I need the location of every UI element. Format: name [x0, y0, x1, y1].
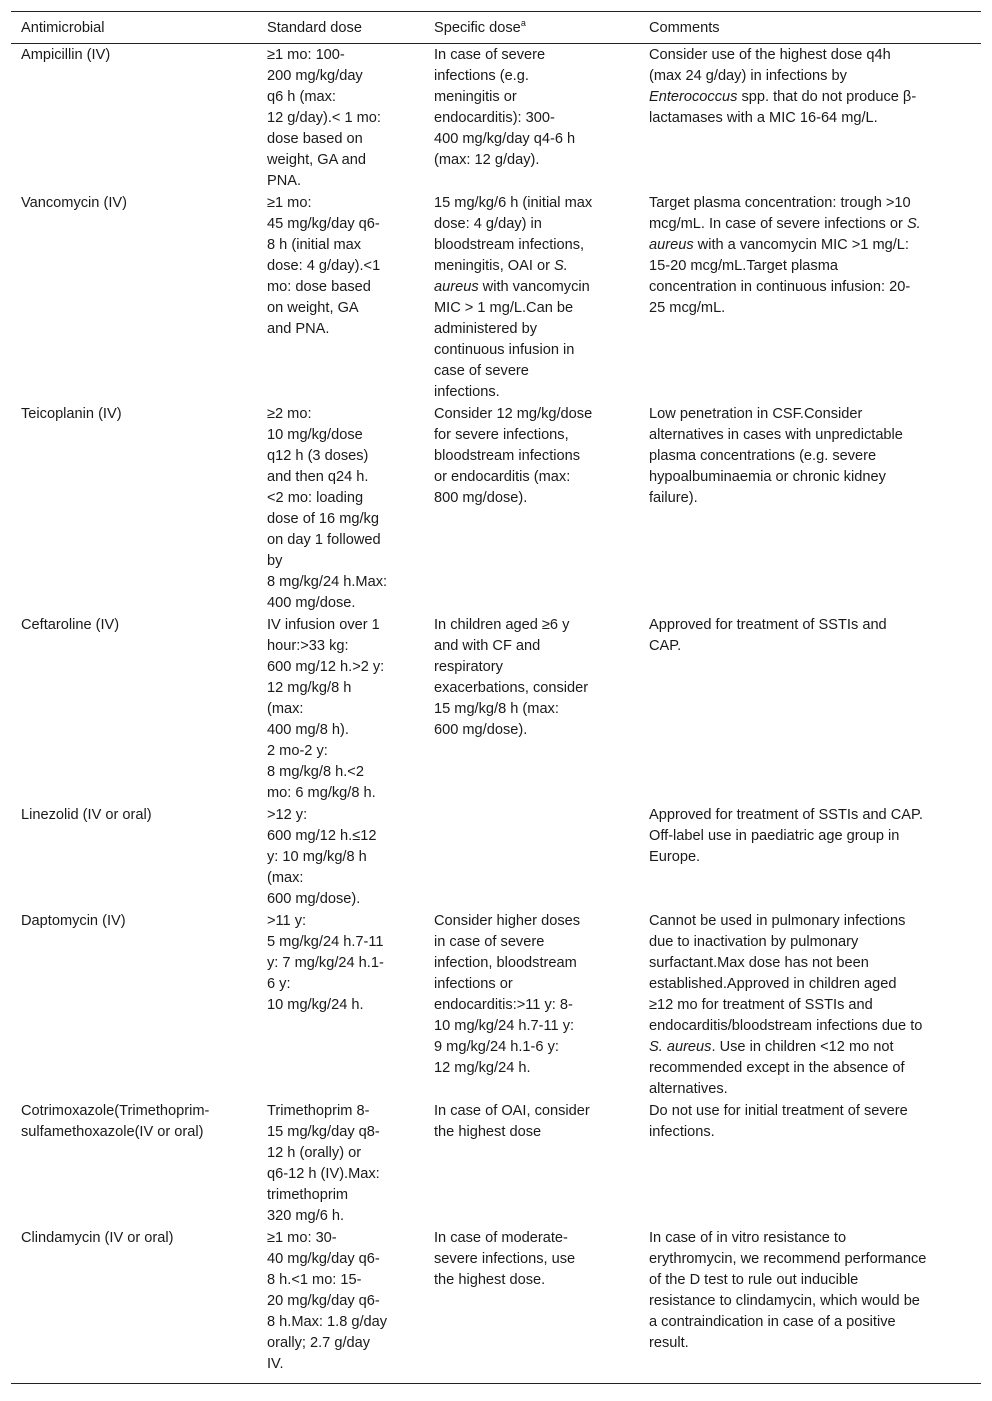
cell-antimicrobial: Vancomycin (IV)	[21, 195, 127, 211]
cell-standard-dose: >11 y: 5 mg/kg/24 h.7-11 y: 7 mg/kg/24 h.1- 6 y: 10 mg/kg/24 h.	[267, 913, 384, 1013]
cell-specific-dose: In children aged ≥6 y and with CF and respiratory exacerbations, consider 15 mg/kg/8 h (max: 600 mg/dose).	[434, 617, 589, 738]
cell-specific-dose: In case of moderate- severe infections, use the highest dose.	[424, 1227, 639, 1384]
cell-antimicrobial: Teicoplanin (IV)	[21, 406, 122, 422]
cell-antimicrobial: Linezolid (IV or oral)	[21, 807, 152, 823]
cell-comments: Approved for treatment of SSTIs and CAP.	[649, 617, 887, 654]
cell-comments: Low penetration in CSF.Consider alternatives in cases with unpredictable plasma concentrations (e.g. severe hypoalbuminaemia or chronic kidney failure).	[649, 406, 903, 506]
header-standard-dose: Standard dose	[257, 12, 424, 44]
cell-specific-dose: Consider higher doses in case of severe infection, bloodstream infections or endocarditis:>11 y: 8- 10 mg/kg/24 h.7-11 y: 9 mg/kg/24 h.1-6 y: 12 mg/kg/24 h.	[434, 913, 581, 1076]
header-specific-dose-label: Specific dose	[434, 20, 521, 36]
cell-standard-dose: >12 y: 600 mg/12 h.≤12 y: 10 mg/kg/8 h (max: 600 mg/dose).	[267, 807, 377, 907]
cell-comments: In case of in vitro resistance to erythromycin, we recommend performance of the D test to rule out inducible resistance to clindamycin, which would be a contraindication in case of a positive result.	[639, 1227, 981, 1384]
cell-comments: Cannot be used in pulmonary infections due to inactivation by pulmonary surfactant.Max dose has not been established.Approved in children aged ≥12 mo for treatment of SSTIs and endocarditis/bloodstream infections due to S. aureus. Use in children <12 mo not recommended except in the absence of alternatives.	[649, 913, 923, 1097]
cell-comments: Target plasma concentration: trough >10 mcg/mL. In case of severe infections or S. aureus with a vancomycin MIC >1 mg/L: 15-20 mcg/mL.Target plasma concentration in continuous infusion: 20- 25 mcg/mL.	[649, 195, 921, 316]
dosing-table-container	[11, 11, 981, 1384]
cell-comments: Do not use for initial treatment of severe infections.	[649, 1103, 908, 1140]
table-row-vancomycin	[11, 192, 981, 403]
table-row-linezolid	[11, 804, 981, 910]
cell-antimicrobial: Ampicillin (IV)	[21, 47, 111, 63]
cell-standard-dose: IV infusion over 1 hour:>33 kg: 600 mg/12 h.>2 y: 12 mg/kg/8 h (max: 400 mg/8 h). 2 mo-2 y: 8 mg/kg/8 h.<2 mo: 6 mg/kg/8 h.	[267, 617, 385, 801]
table-row-clindamycin	[11, 1227, 981, 1384]
header-comments: Comments	[639, 12, 981, 44]
cell-comments: Consider use of the highest dose q4h (max 24 g/day) in infections by Enterococcus spp. that do not produce β- lactamases with a MIC 16-64 mg/L.	[649, 47, 917, 126]
antimicrobial-dosing-table	[11, 11, 981, 1384]
cell-specific-dose: In case of OAI, consider the highest dose	[434, 1103, 590, 1140]
table-row-daptomycin	[11, 910, 981, 1100]
cell-standard-dose: ≥1 mo: 45 mg/kg/day q6- 8 h (initial max dose: 4 g/day).<1 mo: dose based on weight, GA and PNA.	[267, 195, 381, 337]
cell-antimicrobial: Ceftaroline (IV)	[21, 617, 120, 633]
table-row-ceftaroline	[11, 614, 981, 804]
header-specific-dose	[424, 12, 639, 44]
cell-standard-dose: Trimethoprim 8- 15 mg/kg/day q8- 12 h (orally) or q6-12 h (IV).Max: trimethoprim 320 mg/6 h.	[267, 1103, 380, 1224]
table-body	[11, 44, 981, 1384]
cell-specific-dose: In case of severe infections (e.g. meningitis or endocarditis): 300- 400 mg/kg/day q4-6 h (max: 12 g/day).	[434, 47, 576, 168]
table-row-teicoplanin	[11, 403, 981, 614]
header-antimicrobial: Antimicrobial	[11, 12, 257, 44]
table-header	[11, 12, 981, 44]
cell-standard-dose: ≥1 mo: 100- 200 mg/kg/day q6 h (max: 12 g/day).< 1 mo: dose based on weight, GA and PNA.	[267, 47, 381, 189]
cell-standard-dose: ≥2 mo: 10 mg/kg/dose q12 h (3 doses) and then q24 h. <2 mo: loading dose of 16 mg/kg on day 1 followed by 8 mg/kg/24 h.Max: 400 mg/dose.	[267, 406, 388, 611]
cell-standard-dose: ≥1 mo: 30- 40 mg/kg/day q6- 8 h.<1 mo: 15- 20 mg/kg/day q6- 8 h.Max: 1.8 g/day orally; 2.7 g/day IV.	[257, 1227, 424, 1384]
cell-specific-dose: Consider 12 mg/kg/dose for severe infections, bloodstream infections or endocarditis (max: 800 mg/dose).	[434, 406, 593, 506]
table-row-ampicillin	[11, 44, 981, 193]
cell-antimicrobial: Cotrimoxazole(Trimethoprim- sulfamethoxazole(IV or oral)	[21, 1103, 210, 1140]
footnote-marker-a: a	[520, 18, 526, 29]
cell-antimicrobial: Daptomycin (IV)	[21, 913, 126, 929]
header-row	[11, 12, 981, 44]
table-row-cotrimoxazole	[11, 1100, 981, 1227]
cell-comments: Approved for treatment of SSTIs and CAP. Off-label use in paediatric age group in Europe.	[649, 807, 923, 865]
cell-specific-dose: 15 mg/kg/6 h (initial max dose: 4 g/day) in bloodstream infections, meningitis, OAI or S. aureus with vancomycin MIC > 1 mg/L.Can be administered by continuous infusion in case of severe infections.	[434, 195, 593, 400]
cell-antimicrobial: Clindamycin (IV or oral)	[11, 1227, 257, 1384]
cell-specific-dose	[424, 804, 639, 910]
